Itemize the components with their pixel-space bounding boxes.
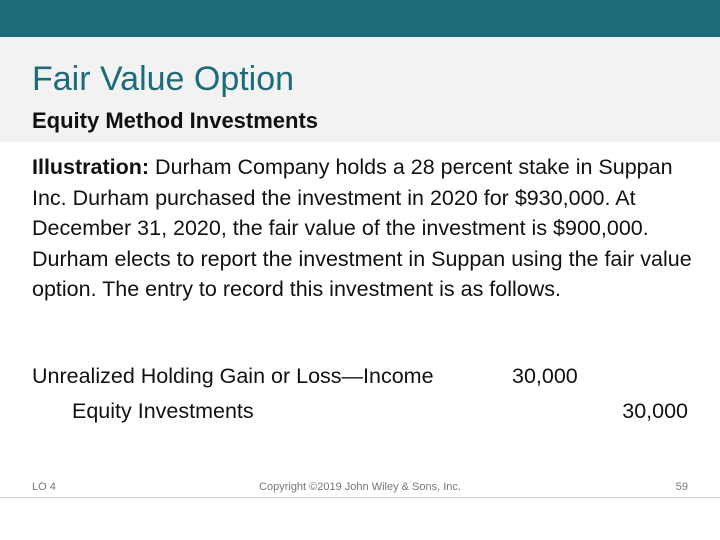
- top-accent-band: [0, 0, 720, 37]
- slide-title: Fair Value Option: [32, 60, 295, 98]
- illustration-paragraph: [32, 152, 696, 305]
- learning-objective-label: LO 4: [32, 481, 56, 493]
- debit-account: Unrealized Holding Gain or Loss—Income: [32, 364, 434, 388]
- debit-amount: 30,000: [512, 364, 578, 388]
- illustration-text: Durham Company holds a 28 percent stake in Suppan Inc. Durham purchased the investment in 2020 for $930,000. At December 31, 2020, the fair value of the investment is $900,000. Durham elects to report the investment in Suppan using the fair value option. The entry to record this investment is as follows.: [32, 155, 692, 301]
- copyright-notice: Copyright ©2019 John Wiley & Sons, Inc.: [259, 481, 461, 493]
- page-number: 59: [675, 481, 688, 493]
- footer-divider: [0, 497, 720, 498]
- slide-subtitle: Equity Method Investments: [32, 108, 319, 133]
- credit-amount: 30,000: [622, 399, 688, 423]
- illustration-label: Illustration:: [32, 155, 150, 179]
- credit-account: Equity Investments: [72, 399, 254, 423]
